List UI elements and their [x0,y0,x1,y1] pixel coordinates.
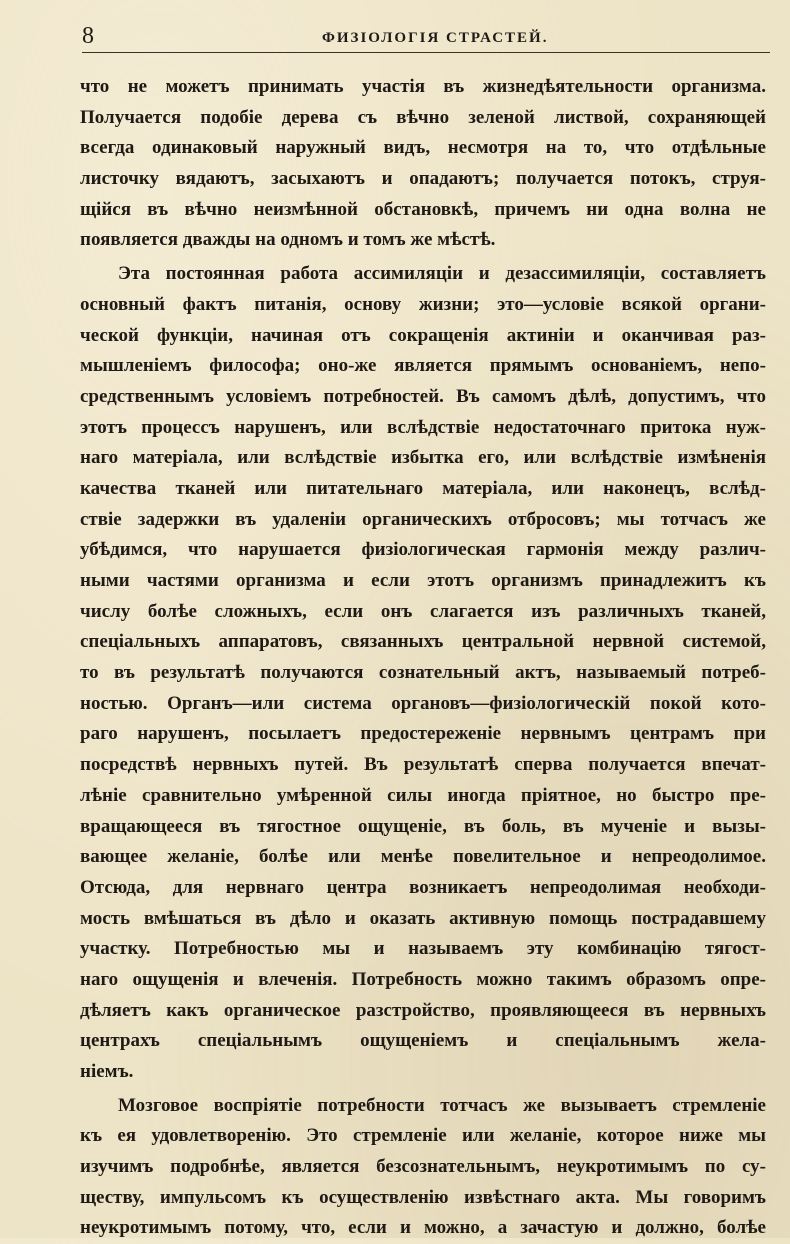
text-line: неукротимымъ потому, что, если и можно, а зачастую и должно, болѣе [80,1217,766,1239]
text-line: дѣляетъ какъ органическое разстройство, проявляющееся въ нервныхъ [80,999,766,1021]
text-line: ствіе задержки въ удаленіи органическихъ отбросовъ; мы тотчасъ же [80,508,766,530]
text-line: къ ея удовлетворенію. Это стремленіе или желаніе, которое ниже мы [80,1125,766,1147]
text-line: Получается подобіе дерева съ вѣчно зеленой листвой, сохраняющей [80,106,766,128]
paragraph [80,72,766,256]
text-line: основный фактъ питанія, основу жизни; это—условіе всякой органи- [80,293,766,315]
text-line: числу болѣе сложныхъ, если онъ слагается изъ различныхъ тканей, [80,600,766,622]
body-text [80,72,766,1244]
text-line: этотъ процессъ нарушенъ, или вслѣдствіе недостаточнаго притока нуж- [80,416,766,438]
text-line: посредствѣ нервныхъ путей. Въ результатѣ сперва получается впечат- [80,754,766,776]
text-line: средственнымъ условіемъ потребностей. Въ самомъ дѣлѣ, допустимъ, что [80,385,766,407]
text-line: спеціальныхъ аппаратовъ, связанныхъ центральной нервной системой, [80,631,766,653]
page-header [82,20,772,54]
text-line: мость вмѣшаться въ дѣло и оказать активную помощь пострадавшему [80,907,766,929]
text-line: раго нарушенъ, посылаетъ предостереженіе нервнымъ центрамъ при [80,723,766,745]
running-title: ФИЗIОЛОГIЯ СТРАСТЕЙ. [322,30,549,46]
text-line: ными частями организма и если этотъ организмъ принадлежитъ къ [80,570,766,591]
text-line: изучимъ подробнѣе, является безсознательнымъ, неукротимымъ по су- [80,1156,766,1178]
text-line: мышленіемъ философа; оно-же является прямымъ основаніемъ, непо- [80,355,766,377]
text-line: ніемъ. [80,1061,134,1082]
text-line: убѣдимся, что нарушается физіологическая гармонія между различ- [80,539,766,561]
text-line: Мозговое воспріятіе потребности тотчасъ же вызываетъ стремленіе [118,1094,766,1116]
text-line: участку. Потребностью мы и называемъ эту комбинацію тягост- [80,938,766,960]
text-line: ностью. Органъ—или система органовъ—физіологическій покой кото- [80,692,766,714]
text-line: Отсюда, для нервнаго центра возникаетъ непреодолимая необходи- [80,876,766,898]
paragraph [80,259,766,1088]
text-line: качества тканей или питательнаго матеріала, или наконецъ, вслѣд- [80,477,766,499]
text-line: вращающееся въ тягостное ощущеніе, въ боль, въ мученіе и вызы- [80,815,766,837]
text-line: листочку вядаютъ, засыхаютъ и опадаютъ; получается потокъ, струя- [80,168,766,190]
header-rule [82,52,770,53]
text-line: наго ощущенія и влеченія. Потребность можно такимъ образомъ опре- [80,968,766,990]
text-line: вающее желаніе, болѣе или менѣе повелительное и непреодолимое. [80,846,766,868]
text-line: ческой функціи, начиная отъ сокращенія актиніи и оканчивая раз- [80,324,766,346]
text-line: ществу, импульсомъ къ осуществленію извѣстнаго акта. Мы говоримъ [80,1186,766,1208]
text-line: центрахъ спеціальнымъ ощущеніемъ и спеціальнымъ жела- [80,1030,766,1052]
text-line: щійся въ вѣчно неизмѣнной обстановкѣ, причемъ ни одна волна не [80,198,766,220]
text-line: лѣніе сравнительно умѣренной силы иногда пріятное, но быстро пре- [80,784,766,806]
text-line: всегда одинаковый наружный видъ, несмотря на то, что отдѣльные [80,137,766,159]
text-line: Эта постоянная работа ассимиляціи и дезассимиляціи, составляетъ [118,263,766,285]
text-line: что не можетъ принимать участія въ жизнедѣятельности организма. [80,76,766,97]
paragraph [80,1091,766,1244]
text-line: наго матеріала, или вслѣдствіе избытка его, или вслѣдствіе измѣненія [80,447,766,469]
page-number: 8 [82,23,94,49]
text-line: появляется дважды на одномъ и томъ же мѣстѣ. [80,229,496,251]
text-line: то въ результатѣ получаются сознательный актъ, называемый потреб- [80,662,766,684]
